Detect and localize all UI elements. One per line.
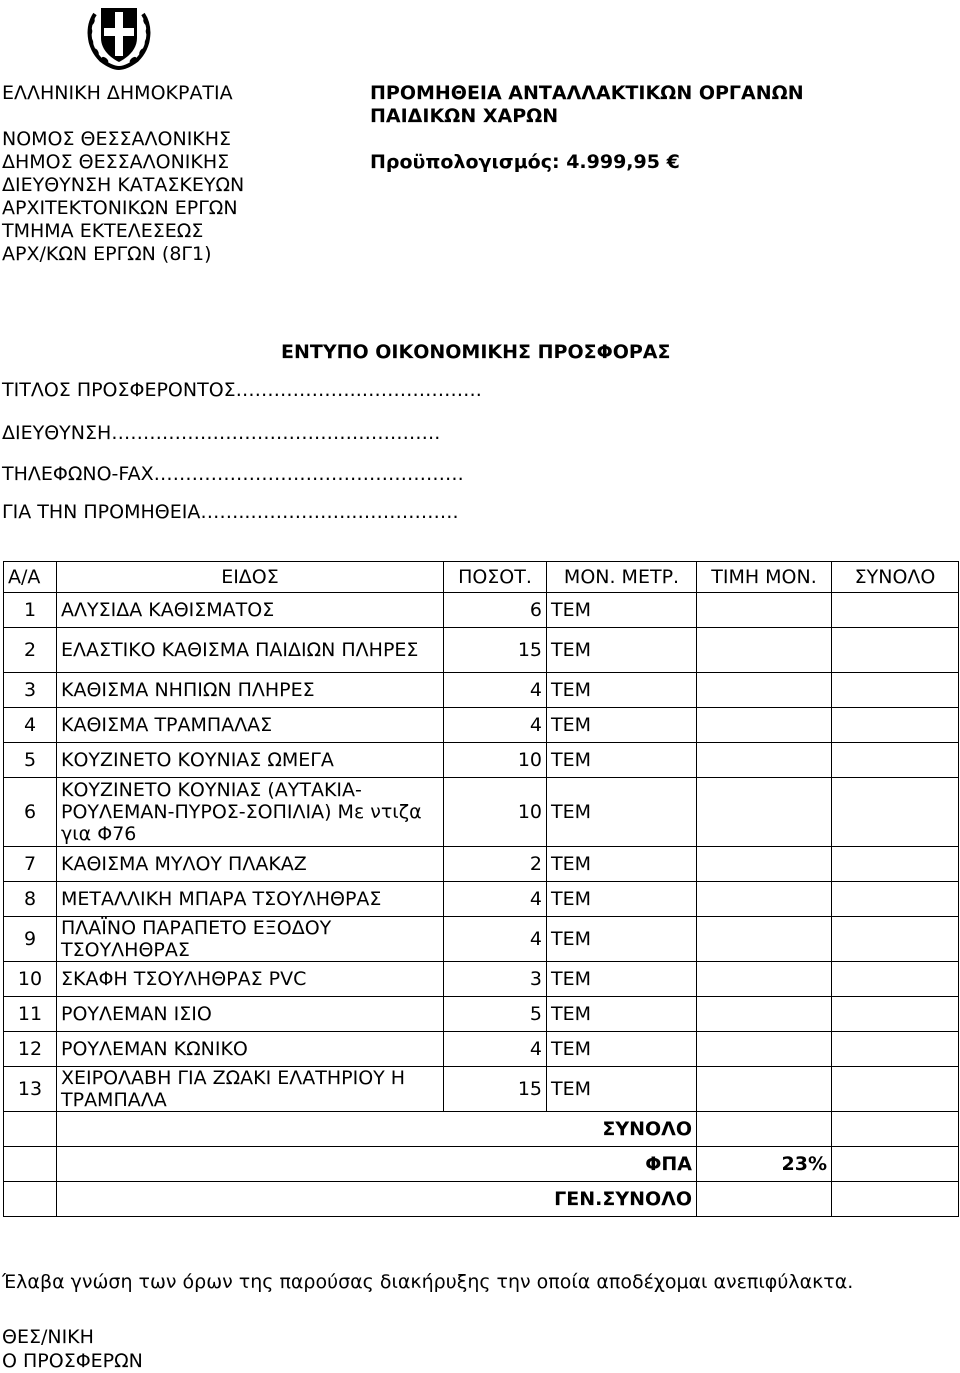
item-unit: ΤΕΜ <box>547 1032 697 1067</box>
item-unit: ΤΕΜ <box>547 628 697 673</box>
address-field[interactable]: ΔΙΕΥΘΥΝΣΗ……………………………………………. <box>2 422 441 444</box>
form-title: ΕΝΤΥΠΟ ΟΙΚΟΝΟΜΙΚΗΣ ΠΡΟΣΦΟΡΑΣ <box>281 341 671 363</box>
table-row <box>4 708 959 743</box>
unit-price-cell[interactable] <box>697 673 832 708</box>
table-row <box>4 1067 959 1112</box>
item-unit: ΤΕΜ <box>547 997 697 1032</box>
item-quantity: 10 <box>444 778 547 847</box>
row-number: 12 <box>4 1032 57 1067</box>
item-unit: ΤΕΜ <box>547 917 697 962</box>
item-quantity: 2 <box>444 847 547 882</box>
table-row <box>4 847 959 882</box>
signature-block <box>2 1325 143 1373</box>
unit-price-cell[interactable] <box>697 778 832 847</box>
vat-row <box>4 1147 959 1182</box>
bidder-title-field[interactable]: ΤΙΤΛΟΣ ΠΡΟΣΦΕΡΟΝΤΟΣ………………..………………. <box>2 379 482 401</box>
issuer-line: ΑΡΧ/ΚΩΝ ΕΡΓΩΝ (8Γ1) <box>2 243 212 265</box>
row-total-cell[interactable] <box>832 1067 959 1112</box>
issuer-line: ΔΗΜΟΣ ΘΕΣΣΑΛΟΝΙΚΗΣ <box>2 151 230 173</box>
column-header: Α/Α <box>4 562 57 593</box>
row-number: 5 <box>4 743 57 778</box>
item-unit: ΤΕΜ <box>547 743 697 778</box>
item-quantity: 6 <box>444 593 547 628</box>
vat-label: ΦΠΑ <box>57 1147 697 1182</box>
issuer-line-spacer <box>2 105 244 128</box>
table-row <box>4 778 959 847</box>
item-description: ΣΚΑΦΗ ΤΣΟΥΛΗΘΡΑΣ PVC <box>57 962 444 997</box>
table-row <box>4 593 959 628</box>
unit-price-cell[interactable] <box>697 917 832 962</box>
item-unit: ΤΕΜ <box>547 882 697 917</box>
item-description: ΕΛΑΣΤΙΚΟ ΚΑΘΙΣΜΑ ΠΑΙΔΙΩΝ ΠΛΗΡΕΣ <box>57 628 444 673</box>
grand-total-row <box>4 1182 959 1217</box>
row-total-cell[interactable] <box>832 847 959 882</box>
issuer-line: ΔΙΕΥΘΥΝΣΗ ΚΑΤΑΣΚΕΥΩΝ <box>2 174 245 196</box>
unit-price-cell[interactable] <box>697 997 832 1032</box>
empty-cell <box>4 1112 57 1147</box>
item-quantity: 5 <box>444 997 547 1032</box>
row-total-cell[interactable] <box>832 593 959 628</box>
item-unit: ΤΕΜ <box>547 962 697 997</box>
issuer-line: ΤΜΗΜΑ ΕΚΤΕΛΕΣΕΩΣ <box>2 220 204 242</box>
total-row <box>4 1112 959 1147</box>
row-number: 4 <box>4 708 57 743</box>
item-unit: ΤΕΜ <box>547 847 697 882</box>
row-number: 7 <box>4 847 57 882</box>
signer-label: Ο ΠΡΟΣΦΕΡΩΝ <box>2 1350 143 1372</box>
total-label: ΣΥΝΟΛΟ <box>57 1112 697 1147</box>
row-number: 2 <box>4 628 57 673</box>
item-description: ΚΟΥΖΙΝΕΤΟ ΚΟΥΝΙΑΣ (ΑΥΤΑΚΙΑ-ΡΟΥΛΕΜΑΝ-ΠΥΡΟΣ-ΣΟΠΙΛΙΑ) Με ντιζα για Φ76 <box>57 778 444 847</box>
column-header: ΜΟΝ. ΜΕΤΡ. <box>547 562 697 593</box>
row-total-cell[interactable] <box>832 962 959 997</box>
greek-coat-of-arms-emblem <box>81 2 157 70</box>
unit-price-cell[interactable] <box>697 708 832 743</box>
item-unit: ΤΕΜ <box>547 1067 697 1112</box>
item-description: ΚΑΘΙΣΜΑ ΤΡΑΜΠΑΛΑΣ <box>57 708 444 743</box>
item-quantity: 4 <box>444 917 547 962</box>
table-row <box>4 882 959 917</box>
item-description: ΠΛΑΪΝΟ ΠΑΡΑΠΕΤΟ ΕΞΟΔΟΥ ΤΣΟΥΛΗΘΡΑΣ <box>57 917 444 962</box>
item-quantity: 10 <box>444 743 547 778</box>
row-total-cell[interactable] <box>832 743 959 778</box>
row-number: 11 <box>4 997 57 1032</box>
item-quantity: 15 <box>444 628 547 673</box>
row-number: 3 <box>4 673 57 708</box>
item-quantity: 4 <box>444 1032 547 1067</box>
grand-total-label: ΓΕΝ.ΣΥΝΟΛΟ <box>57 1182 697 1217</box>
row-number: 1 <box>4 593 57 628</box>
item-quantity: 3 <box>444 962 547 997</box>
table-row <box>4 743 959 778</box>
unit-price-cell[interactable] <box>697 882 832 917</box>
unit-price-cell[interactable] <box>697 962 832 997</box>
item-unit: ΤΕΜ <box>547 778 697 847</box>
item-description: ΧΕΙΡΟΛΑΒΗ ΓΙΑ ΖΩΑΚΙ ΕΛΑΤΗΡΙΟΥ Η ΤΡΑΜΠΑΛΑ <box>57 1067 444 1112</box>
item-description: ΚΑΘΙΣΜΑ ΝΗΠΙΩΝ ΠΛΗΡΕΣ <box>57 673 444 708</box>
item-description: ΜΕΤΑΛΛΙΚΗ ΜΠΑΡΑ ΤΣΟΥΛΗΘΡΑΣ <box>57 882 444 917</box>
row-number: 10 <box>4 962 57 997</box>
vat-value-cell[interactable] <box>832 1147 959 1182</box>
table-row <box>4 1032 959 1067</box>
row-total-cell[interactable] <box>832 673 959 708</box>
empty-cell <box>4 1147 57 1182</box>
acceptance-statement: Έλαβα γνώση των όρων της παρούσας διακήρυξης την οποία αποδέχομαι ανεπιφύλακτα. <box>2 1271 854 1293</box>
item-quantity: 4 <box>444 673 547 708</box>
issuer-header <box>2 82 244 266</box>
item-description: ΑΛΥΣΙΔΑ ΚΑΘΙΣΜΑΤΟΣ <box>57 593 444 628</box>
empty-cell <box>4 1182 57 1217</box>
table-row <box>4 917 959 962</box>
item-description: ΡΟΥΛΕΜΑΝ ΚΩΝΙΚΟ <box>57 1032 444 1067</box>
row-total-cell[interactable] <box>832 882 959 917</box>
item-description: ΚΑΘΙΣΜΑ ΜΥΛΟΥ ΠΛΑΚΑΖ <box>57 847 444 882</box>
table-row <box>4 962 959 997</box>
unit-price-cell[interactable] <box>697 1032 832 1067</box>
row-total-cell[interactable] <box>832 917 959 962</box>
procurement-title: ΠΡΟΜΗΘΕΙΑ ΑΝΤΑΛΛΑΚΤΙΚΩΝ ΟΡΓΑΝΩΝ <box>370 82 804 104</box>
row-number: 13 <box>4 1067 57 1112</box>
grand-total-value-cell[interactable] <box>832 1182 959 1217</box>
table-row <box>4 628 959 673</box>
issuer-line: ΕΛΛΗΝΙΚΗ ΔΗΜΟΚΡΑΤΙΑ <box>2 82 233 104</box>
issuer-line: ΑΡΧΙΤΕΚΤΟΝΙΚΩΝ ΕΡΓΩΝ <box>2 197 238 219</box>
item-description: ΡΟΥΛΕΜΑΝ ΙΣΙΟ <box>57 997 444 1032</box>
procurement-header <box>370 82 804 173</box>
row-number: 9 <box>4 917 57 962</box>
place-label: ΘΕΣ/ΝΙΚΗ <box>2 1326 94 1348</box>
row-number: 8 <box>4 882 57 917</box>
unit-price-cell[interactable] <box>697 628 832 673</box>
item-quantity: 4 <box>444 708 547 743</box>
row-total-cell[interactable] <box>832 778 959 847</box>
table-row <box>4 997 959 1032</box>
item-quantity: 4 <box>444 882 547 917</box>
item-unit: ΤΕΜ <box>547 593 697 628</box>
row-total-cell[interactable] <box>832 708 959 743</box>
total-value-cell[interactable] <box>832 1112 959 1147</box>
issuer-line: ΝΟΜΟΣ ΘΕΣΣΑΛΟΝΙΚΗΣ <box>2 128 232 150</box>
column-header: ΤΙΜΗ ΜΟΝ. <box>697 562 832 593</box>
unit-price-cell[interactable] <box>697 743 832 778</box>
unit-price-cell[interactable] <box>697 847 832 882</box>
item-unit: ΤΕΜ <box>547 673 697 708</box>
empty-cell <box>697 1112 832 1147</box>
row-total-cell[interactable] <box>832 997 959 1032</box>
row-number: 6 <box>4 778 57 847</box>
column-header: ΣΥΝΟΛΟ <box>832 562 959 593</box>
procurement-field[interactable]: ΓΙΑ ΤΗΝ ΠΡΟΜΗΘΕΙΑ……..……………..……………. <box>2 501 459 523</box>
unit-price-cell[interactable] <box>697 1067 832 1112</box>
budget-amount: Προϋπολογισμός: 4.999,95 € <box>370 151 680 173</box>
procurement-title: ΠΑΙΔΙΚΩΝ ΧΑΡΩΝ <box>370 105 559 127</box>
phone-fax-field[interactable]: ΤΗΛΕΦΩΝΟ-FAX…………………………………………. <box>2 463 464 485</box>
table-row <box>4 673 959 708</box>
column-header: ΕΙΔΟΣ <box>57 562 444 593</box>
vat-rate: 23% <box>697 1147 832 1182</box>
item-unit: ΤΕΜ <box>547 708 697 743</box>
row-total-cell[interactable] <box>832 1032 959 1067</box>
item-description: ΚΟΥΖΙΝΕΤΟ ΚΟΥΝΙΑΣ ΩΜΕΓΑ <box>57 743 444 778</box>
row-total-cell[interactable] <box>832 628 959 673</box>
table-header-row <box>4 562 959 593</box>
item-quantity: 15 <box>444 1067 547 1112</box>
column-header: ΠΟΣΟΤ. <box>444 562 547 593</box>
offer-table <box>3 561 959 1217</box>
unit-price-cell[interactable] <box>697 593 832 628</box>
empty-cell <box>697 1182 832 1217</box>
